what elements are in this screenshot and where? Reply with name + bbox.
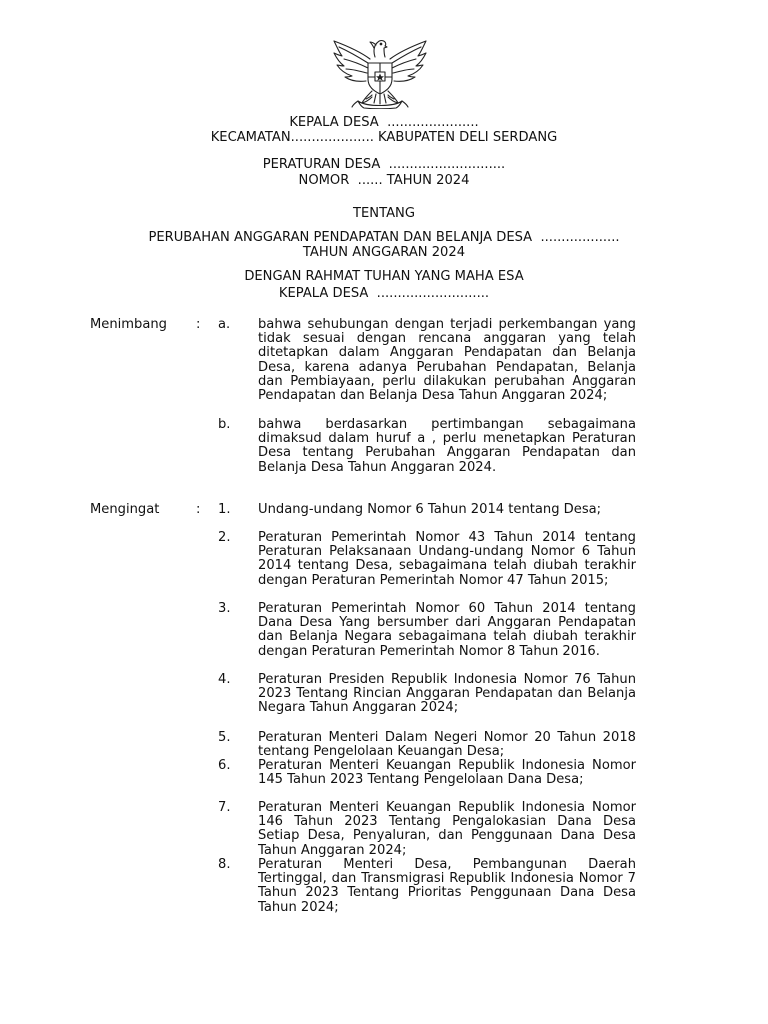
mengingat-item-8-marker: 8. <box>218 857 231 872</box>
header-regulation-title: PERATURAN DESA ............................ <box>262 157 506 172</box>
mengingat-item-2-text: Peraturan Pemerintah Nomor 43 Tahun 2014 tentang Peraturan Pelaksanaan Undang-undang Nomor 6 Tahun 2014 tentang Desa, sebagaimana telah diubah terakhir dengan Peraturan Pemerintah Nomor 47 Tahun 2015; <box>258 530 636 588</box>
header-tentang: TENTANG <box>353 206 415 221</box>
header-regulation-number: NOMOR ...... TAHUN 2024 <box>298 173 470 188</box>
mengingat-item-6-marker: 6. <box>218 758 231 773</box>
mengingat-item-3-marker: 3. <box>218 601 231 616</box>
header-subject-line2: TAHUN ANGGARAN 2024 <box>302 245 466 260</box>
garuda-emblem-icon <box>328 33 432 109</box>
mengingat-item-5-text: Peraturan Menteri Dalam Negeri Nomor 20 Tahun 2018 tentang Pengelolaan Keuangan Desa; <box>258 730 636 760</box>
mengingat-item-5-marker: 5. <box>218 730 231 745</box>
mengingat-colon: : <box>196 502 201 517</box>
header-village-head: KEPALA DESA ...................... <box>289 115 479 130</box>
menimbang-item-a-marker: a. <box>218 317 231 332</box>
menimbang-colon: : <box>196 317 201 332</box>
mengingat-item-4-text: Peraturan Presiden Republik Indonesia Nomor 76 Tahun 2023 Tentang Rincian Anggaran Pendapatan dan Belanja Negara Tahun Anggaran 2024; <box>258 672 636 716</box>
menimbang-label: Menimbang <box>90 317 167 332</box>
mengingat-item-1-marker: 1. <box>218 502 231 517</box>
mengingat-item-6-text: Peraturan Menteri Keuangan Republik Indonesia Nomor 145 Tahun 2023 Tentang Pengelolaan Dana Desa; <box>258 758 636 788</box>
header-subject-line1: PERUBAHAN ANGGARAN PENDAPATAN DAN BELANJA DESA ................... <box>148 230 620 245</box>
header-village-head-signature: KEPALA DESA ........................... <box>278 286 490 301</box>
mengingat-item-1-text: Undang-undang Nomor 6 Tahun 2014 tentang Desa; <box>258 502 602 517</box>
menimbang-item-b-text: bahwa berdasarkan pertimbangan sebagaimana dimaksud dalam huruf a , perlu menetapkan Peraturan Desa tentang Perubahan Anggaran Pendapatan dan Belanja Desa Tahun Anggaran 2024. <box>258 417 636 475</box>
mengingat-item-4-marker: 4. <box>218 672 231 687</box>
mengingat-item-2-marker: 2. <box>218 530 231 545</box>
mengingat-item-7-text: Peraturan Menteri Keuangan Republik Indonesia Nomor 146 Tahun 2023 Tentang Pengalokasian Dana Desa Setiap Desa, Penyaluran, dan Penggunaan Dana Desa Tahun Anggaran 2024; <box>258 800 636 858</box>
mengingat-item-8-text: Peraturan Menteri Desa, Pembangunan Daerah Tertinggal, dan Transmigrasi Republik Indonesia Nomor 7 Tahun 2023 Tentang Prioritas Penggunaan Dana Desa Tahun 2024; <box>258 857 636 915</box>
mengingat-item-3-text: Peraturan Pemerintah Nomor 60 Tahun 2014 tentang Dana Desa Yang bersumber dari Anggaran Pendapatan dan Belanja Negara sebagaimana telah diubah terakhir dengan Peraturan Pemerintah Nomor 8 Tahun 2016. <box>258 601 636 659</box>
header-district-regency: KECAMATAN.................... KABUPATEN DELI SERDANG <box>210 130 558 145</box>
header-invocation: DENGAN RAHMAT TUHAN YANG MAHA ESA <box>244 269 524 284</box>
mengingat-item-7-marker: 7. <box>218 800 231 815</box>
mengingat-label: Mengingat <box>90 502 160 517</box>
menimbang-item-b-marker: b. <box>218 417 231 432</box>
menimbang-item-a-text: bahwa sehubungan dengan terjadi perkembangan yang tidak sesuai dengan rencana anggaran yang telah ditetapkan dalam Anggaran Pendapatan dan Belanja Desa, karena adanya Perubahan Pendapatan, Belanja dan Pembiayaan, perlu dilakukan perubahan Anggaran Pendapatan dan Belanja Desa Tahun Anggaran 2024; <box>258 317 636 404</box>
